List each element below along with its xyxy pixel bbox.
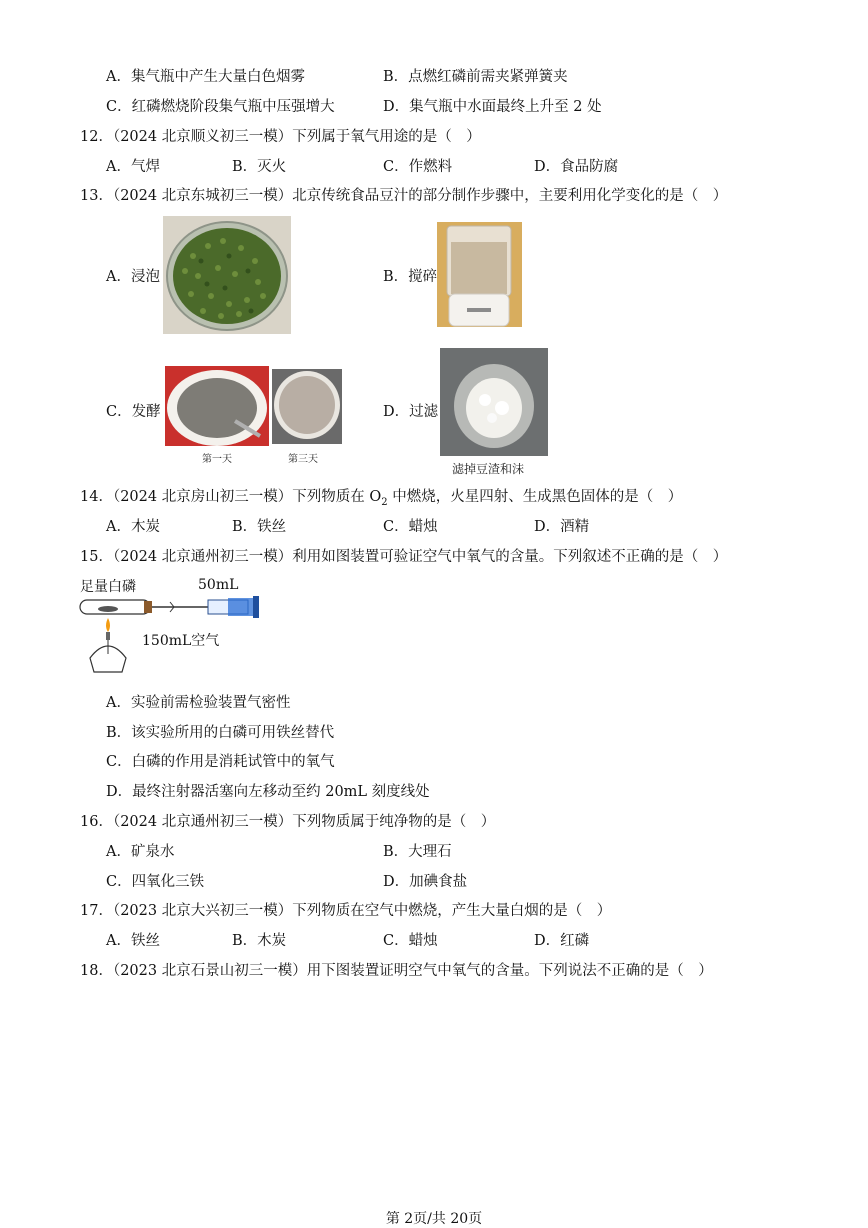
page-number: 第 2页/共 20页 (385, 1211, 483, 1227)
q15-option-c: C．白磷的作用是消耗试管中的氧气 (106, 754, 335, 770)
q12-option-d: D．食品防腐 (534, 159, 619, 175)
q16-option-b: B．大理石 (383, 844, 452, 860)
q16-option-a: A．矿泉水 (106, 844, 175, 860)
q12-stem: 12．（2024 北京顺义初三一模）下列属于氧气用途的是（ ） (80, 129, 481, 145)
q13-stem: 13．（2024 北京东城初三一模）北京传统食品豆汁的部分制作步骤中，主要利用化学变化的是（ ） (80, 188, 728, 204)
q17-option-d: D．红磷 (534, 933, 590, 949)
q11-option-d: D．集气瓶中水面最终上升至 2 处 (383, 99, 602, 115)
caption-day3: 第三天 (288, 454, 318, 465)
q13-option-a: A．浸泡 (106, 269, 160, 285)
q14-stem-sub: 2 (381, 496, 388, 508)
q14-option-c: C．蜡烛 (383, 519, 438, 535)
q12-option-a: A．气焊 (106, 159, 160, 175)
q14-stem-post: 中燃烧，火星四射、生成黑色固体的是（ ） (387, 489, 683, 505)
caption-filter: 滤掉豆渣和沫 (452, 462, 525, 476)
q17-option-c: C．蜡烛 (383, 933, 438, 949)
q11-option-b: B．点燃红磷前需夹紧弹簧夹 (383, 69, 568, 85)
label-syringe-volume: 50mL (198, 577, 239, 593)
q13-option-b: B．搅碎 (383, 269, 438, 285)
fermentation-day3-image (272, 369, 342, 444)
q13-option-d: D．过滤 (383, 404, 439, 420)
q14-stem (80, 488, 682, 512)
q16-stem: 16．（2024 北京通州初三一模）下列物质属于纯净物的是（ ） (80, 814, 496, 830)
q17-stem: 17．（2023 北京大兴初三一模）下列物质在空气中燃烧，产生大量白烟的是（ ） (80, 903, 612, 919)
q18-stem: 18．（2023 北京石景山初三一模）用下图装置证明空气中氧气的含量。下列说法不正确的是（ ） (80, 963, 713, 979)
q15-option-d: D．最终注射器活塞向左移动至约 20mL 刻度线处 (106, 784, 430, 800)
q16-option-c: C．四氧化三铁 (106, 874, 205, 890)
q11-option-a: A．集气瓶中产生大量白色烟雾 (106, 69, 305, 85)
blender-crushing-image (437, 222, 522, 327)
label-air-volume: 150mL空气 (142, 633, 220, 649)
label-phosphorus: 足量白磷 (80, 579, 136, 595)
q15-option-b: B．该实验所用的白磷可用铁丝替代 (106, 725, 335, 741)
caption-day1: 第一天 (202, 454, 232, 465)
q11-option-c: C．红磷燃烧阶段集气瓶中压强增大 (106, 99, 335, 115)
q14-stem-pre: 14．（2024 北京房山初三一模）下列物质在 O (80, 489, 382, 505)
q12-option-c: C．作燃料 (383, 159, 453, 175)
q14-option-a: A．木炭 (106, 519, 160, 535)
q17-option-a: A．铁丝 (106, 933, 160, 949)
filtering-foam-image (440, 348, 548, 456)
q16-option-d: D．加碘食盐 (383, 874, 468, 890)
q13-option-c: C．发酵 (106, 404, 161, 420)
q12-option-b: B．灭火 (232, 159, 287, 175)
q17-option-b: B．木炭 (232, 933, 287, 949)
q14-option-b: B．铁丝 (232, 519, 287, 535)
q15-stem: 15．（2024 北京通州初三一模）利用如图装置可验证空气中氧气的含量。下列叙述不正确的是（ ） (80, 549, 728, 565)
q15-option-a: A．实验前需检验装置气密性 (106, 695, 291, 711)
fermentation-day1-image (165, 366, 269, 446)
q14-option-d: D．酒精 (534, 519, 590, 535)
mung-bean-soaking-image (163, 216, 291, 334)
